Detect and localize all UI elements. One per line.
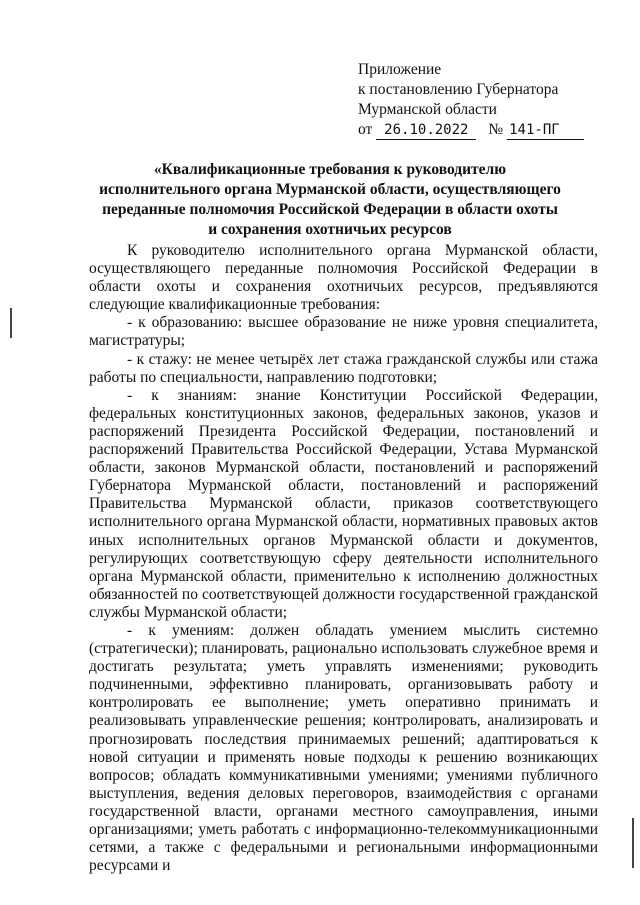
- document-title: [95, 160, 565, 240]
- title-line-4: и сохранения охотничьих ресурсов: [208, 221, 452, 238]
- knowledge-requirement: - к знаниям: знание Конституции Российской Федерации, федеральных конституционных законов, федеральных законов, указов и распоряжений Президента Российской Федерации, постановлений и распоряжений Правительства Российской Федерации, Устава Мурманской области, законов Мурманской области, постановлений и распоряжений Губернатора Мурманской области, постановлений и распоряжений Правительства Мурманской области, приказов соответствующего исполнительного органа Мурманской области, нормативных правовых актов иных исполнительных органов Мурманской области и документов, регулирующих соответствующую сферу деятельности исполнительного органа Мурманской области, применительно к исполнению должностных обязанностей по соответствующей должности государственной гражданской службы Мурманской области;: [89, 386, 598, 621]
- number-value: 141-ПГ: [507, 122, 584, 140]
- education-requirement: - к образованию: высшее образование не ниже уровня специалитета, магистратуры;: [89, 314, 598, 350]
- appendix-resolution-line: к постановлению Губернатора: [358, 81, 559, 98]
- scan-mark-left: [10, 308, 12, 338]
- appendix-heading: Приложение: [358, 61, 442, 78]
- appendix-date-line: [358, 120, 618, 140]
- intro-paragraph: К руководителю исполнительного органа Мурманской области, осуществляющего переданные полномочия Российской Федерации в области охоты и сохранения охотничьих ресурсов, предъявляются следующие квалификационные требования:: [89, 242, 598, 314]
- number-prefix: №: [488, 121, 504, 138]
- skills-requirement: - к умениям: должен обладать умением мыслить системно (стратегически); планировать, рационально использовать служебное время и достигать результата; уметь управлять изменениями; руководить подчиненными, эффективно планировать, организовывать работу и контролировать ее выполнение; уметь оперативно принимать и реализовывать управленческие решения; контролировать, анализировать и прогнозировать последствия принимаемых решений; адаптироваться к новой ситуации и применять новые подходы к решению возникающих вопросов; обладать коммуникативными умениями; умениями публичного выступления, ведения деловых переговоров, взаимодействия с органами государственной власти, органами местного самоуправления, иными организациями; уметь работать с информационно-телекоммуникационными сетями, а также с федеральными и региональными информационными ресурсами и: [89, 621, 598, 875]
- title-line-1: «Квалификационные требования к руководителю: [153, 161, 507, 178]
- appendix-block: [358, 60, 618, 140]
- title-line-3: переданные полномочия Российской Федерации в области охоты: [102, 201, 558, 218]
- scan-mark-right: [632, 818, 634, 868]
- document-body: [89, 242, 598, 875]
- date-value: 26.10.2022: [376, 122, 476, 140]
- appendix-region-line: Мурманской области: [358, 101, 497, 118]
- experience-requirement: - к стажу: не менее четырёх лет стажа гражданской службы или стажа работы по специальности, направлению подготовки;: [89, 350, 598, 386]
- title-line-2: исполнительного органа Мурманской области, осуществляющего: [99, 181, 561, 198]
- date-prefix: от: [358, 121, 373, 138]
